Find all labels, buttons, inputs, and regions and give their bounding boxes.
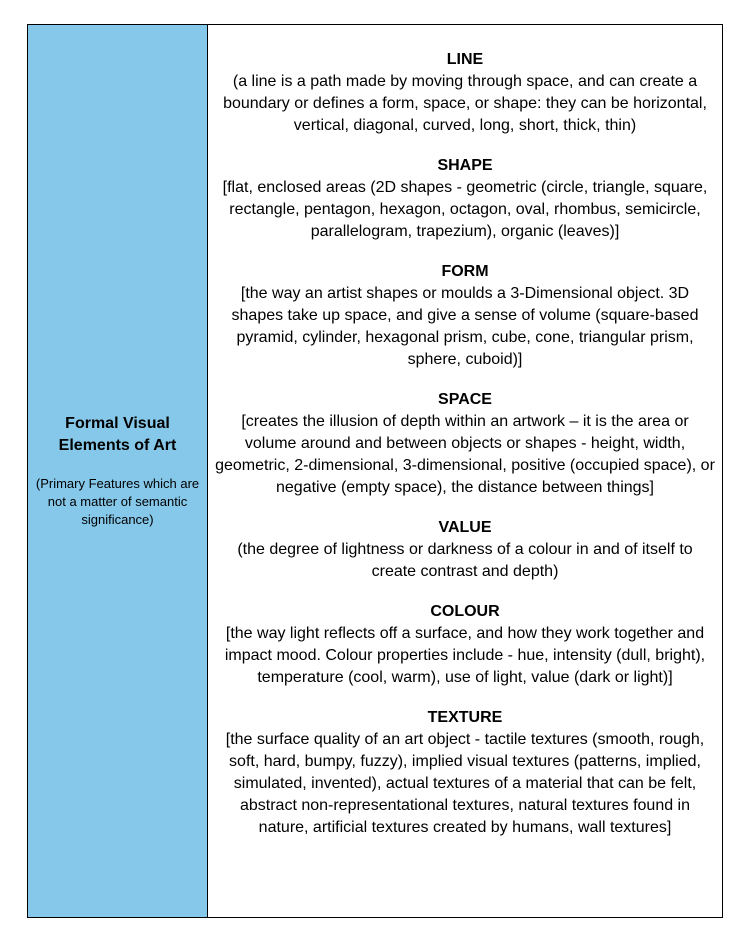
element-heading: SPACE: [438, 391, 492, 408]
element-value: [214, 517, 716, 583]
element-description: [flat, enclosed areas (2D shapes - geometric (circle, triangle, square, rectangle, pentagon, hexagon, octagon, oval, rhombus, semicircle, parallelogram, trapezium), organic (leaves)]: [222, 179, 708, 240]
element-description: (the degree of lightness or darkness of a colour in and of itself to create contrast and depth): [237, 541, 693, 580]
element-description: (a line is a path made by moving through space, and can create a boundary or defines a form, space, or shape: they can be horizontal, vertical, diagonal, curved, long, short, thick, thin): [223, 73, 707, 134]
element-description: [the surface quality of an art object - tactile textures (smooth, rough, soft, hard, bumpy, fuzzy), implied visual textures (patterns, implied, simulated, invented), actual textures of a material that can be felt, abstract non-representational textures, natural textures found in nature, artificial textures created by humans, wall textures]: [225, 731, 705, 836]
element-heading: FORM: [441, 263, 489, 280]
element-heading: VALUE: [438, 519, 492, 536]
element-heading: SHAPE: [437, 157, 493, 174]
element-heading: TEXTURE: [427, 709, 503, 726]
element-space: [214, 389, 716, 499]
element-heading: COLOUR: [430, 603, 500, 620]
elements-cell: [208, 25, 722, 917]
category-title: Formal Visual Elements of Art: [58, 415, 177, 454]
element-shape: [214, 155, 716, 243]
element-colour: [214, 601, 716, 689]
art-elements-table: [27, 24, 723, 918]
element-texture: [214, 707, 716, 839]
category-cell: [28, 25, 208, 917]
element-form: [214, 261, 716, 371]
element-description: [the way an artist shapes or moulds a 3-Dimensional object. 3D shapes take up space, and give a sense of volume (square-based pyramid, cylinder, hexagonal prism, cube, cone, triangular prism, sphere, cuboid)]: [231, 285, 699, 368]
element-description: [creates the illusion of depth within an artwork – it is the area or volume around and between objects or shapes - height, width, geometric, 2-dimensional, 3-dimensional, positive (occupied space), or negative (empty space), the distance between things]: [215, 413, 715, 496]
category-subtitle: (Primary Features which are not a matter of semantic significance): [35, 476, 200, 527]
element-heading: LINE: [446, 51, 484, 68]
element-line: [214, 49, 716, 137]
element-description: [the way light reflects off a surface, and how they work together and impact mood. Colour properties include - hue, intensity (dull, bright), temperature (cool, warm), use of light, value (dark or light)]: [224, 625, 706, 686]
